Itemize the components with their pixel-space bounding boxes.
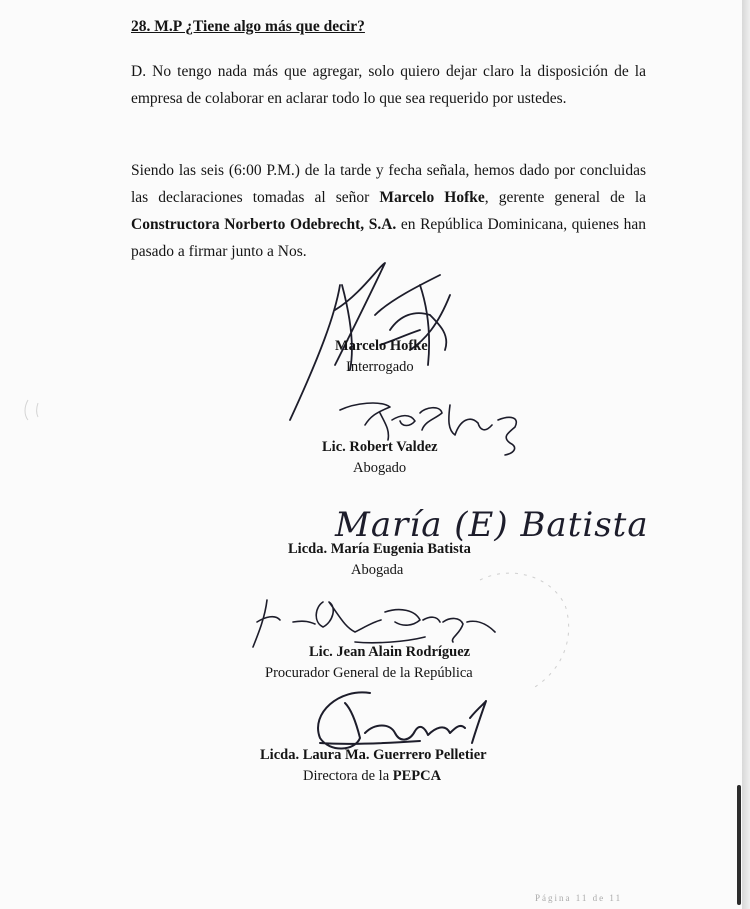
signatory-role-guerrero	[303, 768, 441, 785]
signatory-name-batista: Licda. María Eugenia Batista	[288, 541, 471, 557]
closing-text-1: Siendo las seis (6:00 P.M.) de la tarde y fecha señala, hemos dado por concluidas las declaraciones tomadas al señor	[131, 162, 646, 206]
closing-name: Marcelo Hofke	[379, 189, 485, 206]
signatory-role-batista: Abogada	[351, 562, 404, 578]
left-margin-mark	[20, 395, 50, 425]
signatory-role-rodriguez: Procurador General de la República	[265, 665, 473, 681]
closing-company: Constructora Norberto Odebrecht, S.A.	[131, 216, 397, 233]
signatory-role-guerrero-text: Directora de la	[303, 768, 393, 784]
signatory-name-rodriguez: Lic. Jean Alain Rodríguez	[309, 644, 471, 660]
closing-text-3: en República Dominicana, quienes han pasado a firmar junto a Nos.	[131, 216, 646, 260]
signatory-name-hofke: Marcelo Hofke	[335, 338, 428, 354]
closing-paragraph	[131, 157, 646, 265]
signatory-name-guerrero: Licda. Laura Ma. Guerrero Pelletier	[260, 747, 487, 763]
signature-batista-scribble: María (E) Batista	[335, 505, 649, 545]
closing-text-2: , gerente general de la	[484, 189, 647, 206]
signatory-role-hofke: Interrogado	[346, 359, 414, 375]
page-edge	[742, 0, 750, 909]
question-heading: 28. M.P ¿Tiene algo más que decir?	[131, 18, 365, 35]
signatory-role-guerrero-bold: PEPCA	[392, 768, 442, 784]
signatory-name-valdez: Lic. Robert Valdez	[322, 439, 438, 455]
signatory-role-valdez: Abogado	[353, 460, 407, 476]
faint-stamp-mark	[470, 560, 580, 700]
page-footer: Página 11 de 11	[535, 893, 623, 903]
scrollbar[interactable]	[737, 785, 741, 905]
answer-paragraph: D. No tengo nada más que agregar, solo quiero dejar claro la disposición de la empresa de colaborar en aclarar todo lo que sea requerido por ustedes.	[131, 63, 646, 107]
